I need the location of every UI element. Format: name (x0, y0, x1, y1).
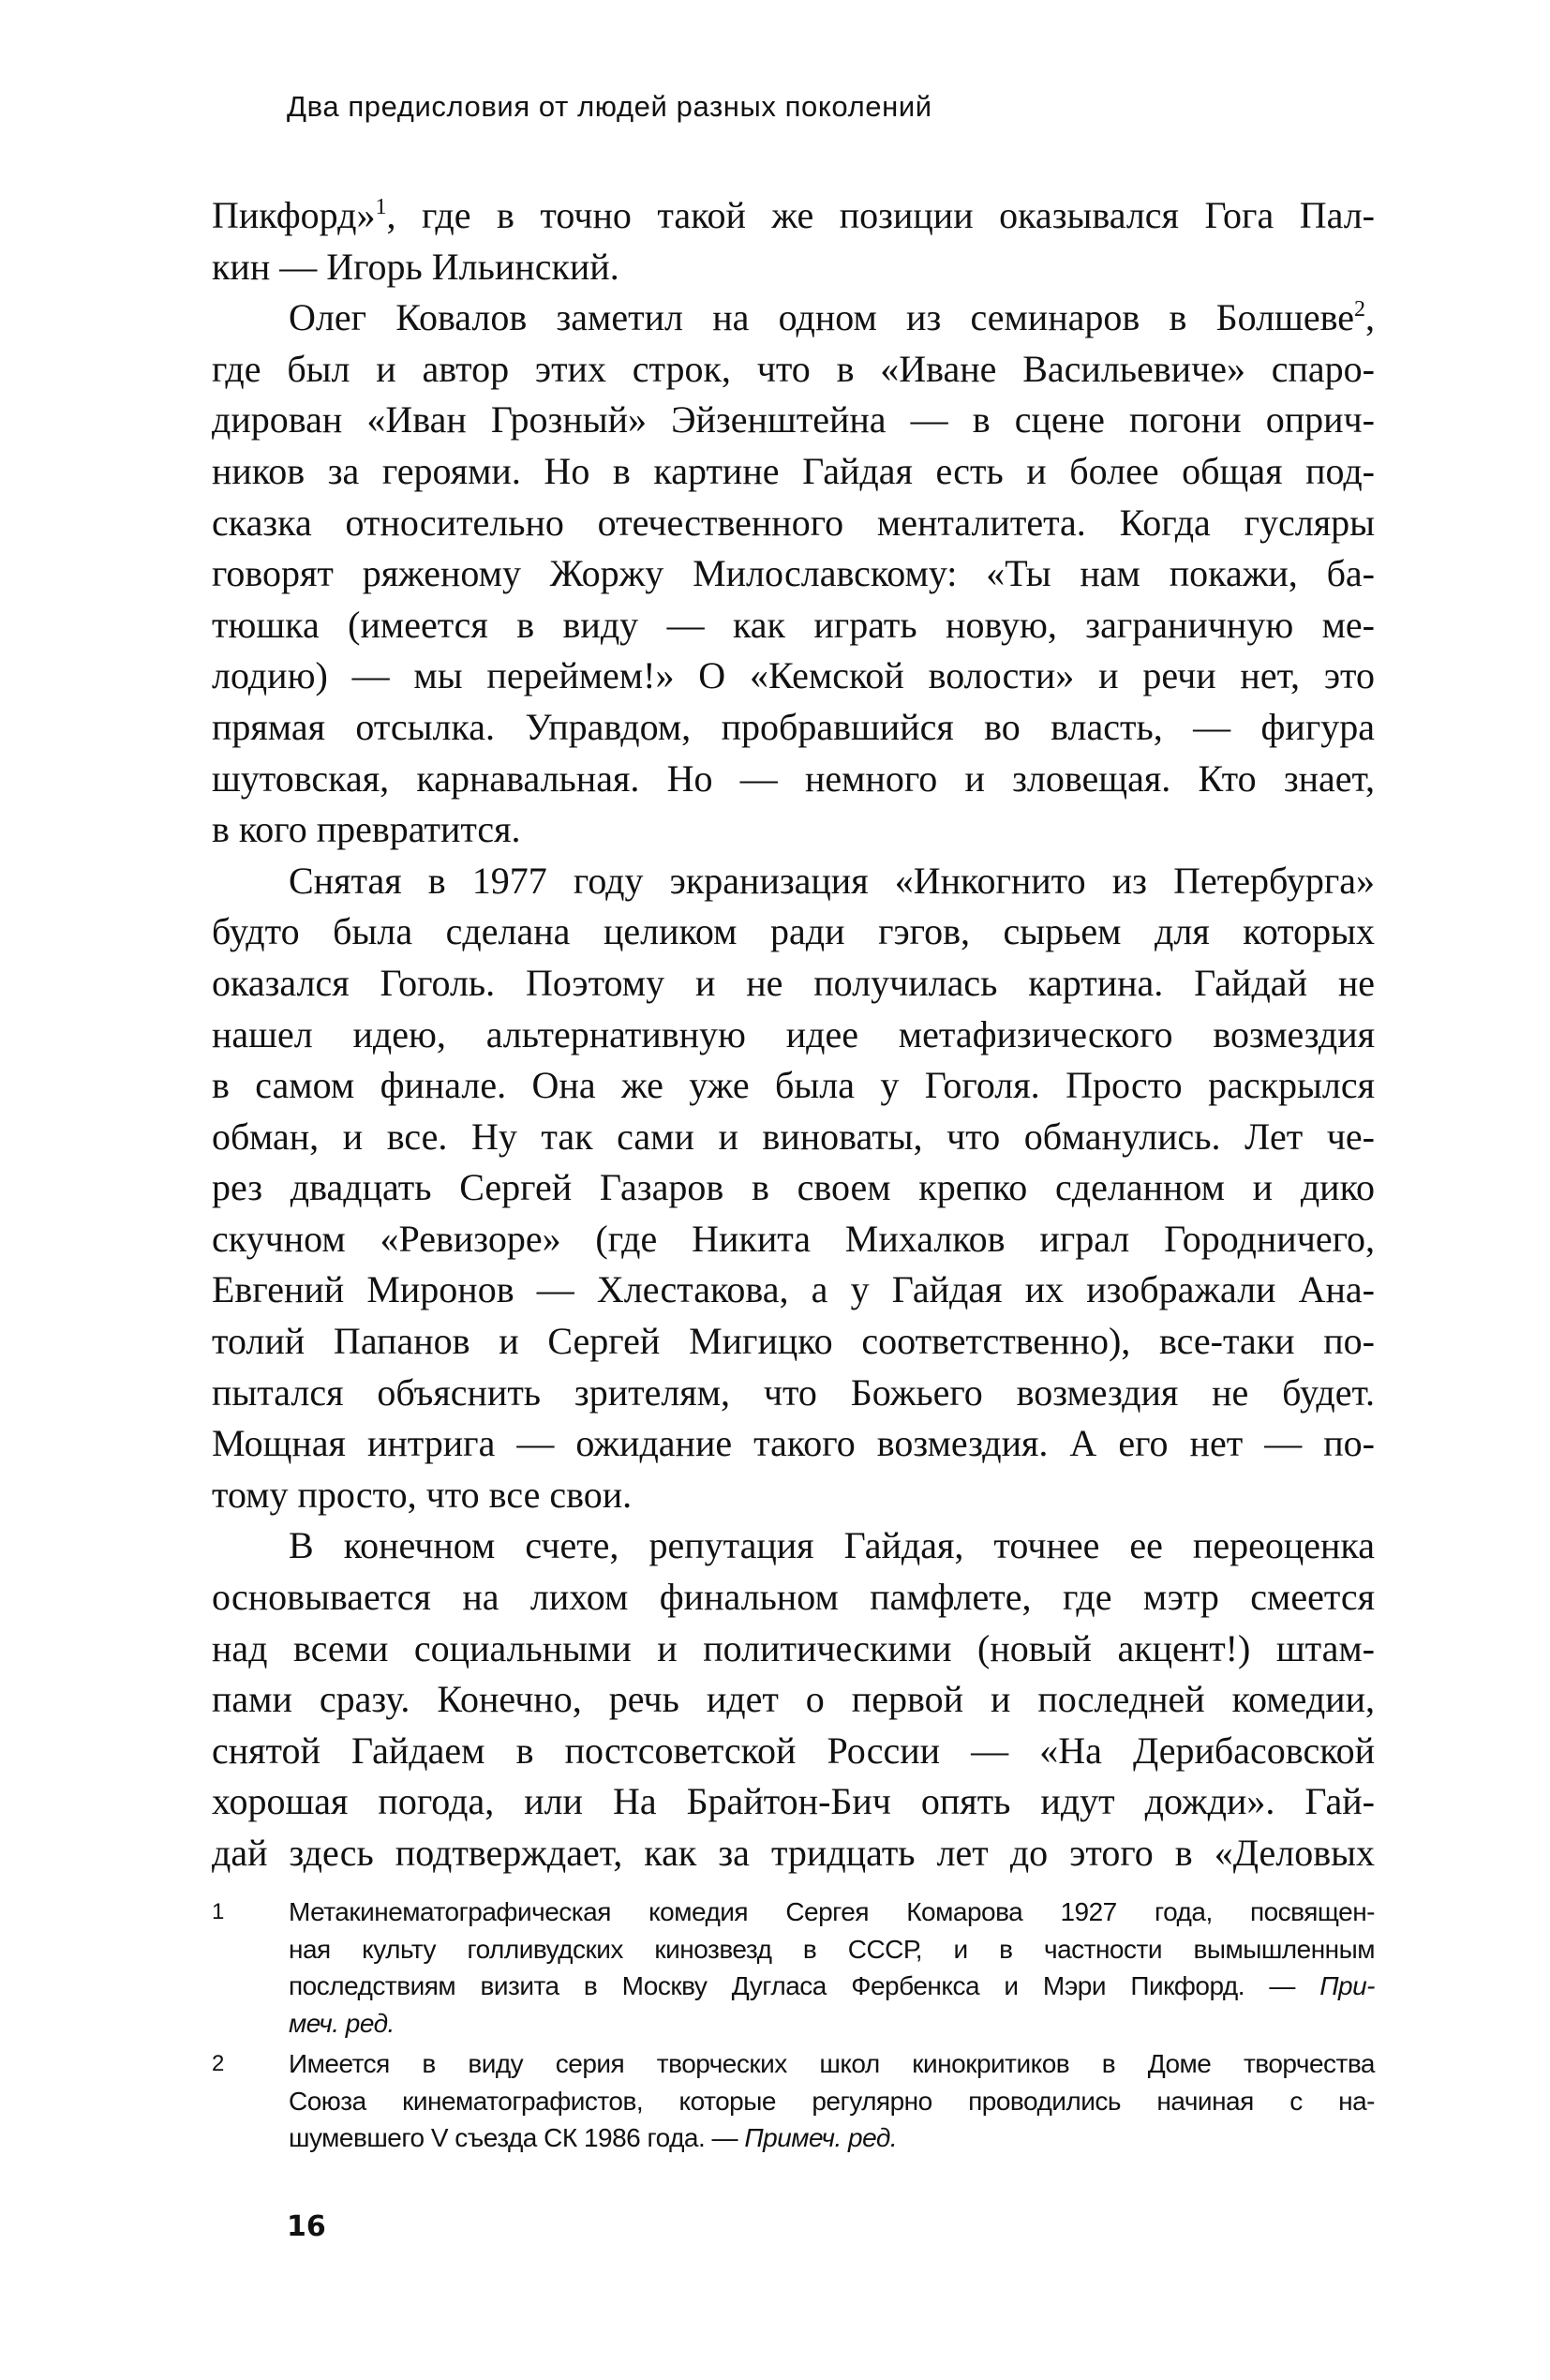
text-line: сказка относительно отечественного менталитета. Когда гусляры (212, 501, 1375, 544)
line-text: , где в точно такой же позиции оказывался Гога Пал- (386, 194, 1375, 236)
text-line: в кого превратится. (212, 808, 521, 851)
footnote-ref-2[interactable]: 2 (1354, 297, 1365, 322)
text-line: скучном «Ревизоре» (где Никита Михалков играл Городничего, (212, 1217, 1375, 1260)
footnote-line (289, 1968, 1375, 2005)
footnote-line: Имеется в виду серия творческих школ кинокритиков в Доме творчества (289, 2049, 1375, 2078)
footnote-1 (212, 1894, 1375, 2042)
text-line: Евгений Миронов — Хлестакова, а у Гайдая их изображали Ана- (212, 1268, 1375, 1311)
footnote-number: 1 (212, 1899, 225, 1924)
text-line: основывается на лихом финальном памфлете, где мэтр смеется (212, 1576, 1375, 1619)
footnote-number: 2 (212, 2051, 225, 2076)
text-line: пами сразу. Конечно, речь идет о первой и последней комедии, (212, 1678, 1375, 1721)
paragraph-start: В конечном счете, репутация Гайдая, точнее ее переоценка (289, 1524, 1375, 1567)
text-line: говорят ряженому Жоржу Милославскому: «Ты нам покажи, ба- (212, 552, 1375, 595)
text-line: снятой Гайдаем в постсоветской России — «На Дерибасовской (212, 1729, 1375, 1772)
text-line: хорошая погода, или На Брайтон-Бич опять идут дожди». Гай- (212, 1780, 1375, 1823)
footnote-line: Метакинематографическая комедия Сергея Комарова 1927 года, посвящен- (289, 1897, 1375, 1926)
editor-note: При- (1319, 1971, 1375, 2000)
editor-note: меч. ред. (289, 2008, 395, 2038)
text-line: толий Папанов и Сергей Мигицко соответственно), все-таки по- (212, 1320, 1375, 1363)
text-line: ников за героями. Но в картине Гайдая есть и более общая под- (212, 449, 1375, 492)
line-text: Пикфорд» (212, 194, 376, 236)
text-line: где был и автор этих строк, что в «Иване Васильевиче» спаро- (212, 347, 1375, 390)
footnote-text (289, 1894, 1375, 2042)
text-line: обман, и все. Ну так сами и виноваты, что обманулись. Лет че- (212, 1115, 1375, 1158)
text-line: будто была сделана целиком ради гэгов, сырьем для которых (212, 910, 1375, 953)
text-line: нашел идею, альтернативную идее метафизического возмездия (212, 1012, 1375, 1055)
page-number: 16 (287, 2210, 326, 2243)
text-line: в самом финале. Она же уже была у Гоголя. Просто раскрылся (212, 1064, 1375, 1107)
text-line: лодию) — мы переймем!» О «Кемской волости» и речи нет, это (212, 654, 1375, 697)
line-text: шумевшего V съезда СК 1986 года. — (289, 2123, 745, 2152)
text-line: Мощная интрига — ожидание такого возмездия. А его нет — по- (212, 1422, 1375, 1465)
text-line: тому просто, что все свои. (212, 1473, 633, 1516)
footnote-line (289, 2119, 1375, 2157)
text-line: дирован «Иван Грозный» Эйзенштейна — в сцене погони оприч- (212, 398, 1375, 442)
paragraph-start: Снятая в 1977 году экранизация «Инкогнито из Петербурга» (289, 859, 1375, 902)
text-line: пытался объяснить зрителям, что Божьего возмездия не будет. (212, 1370, 1375, 1414)
editor-note: Примеч. ред. (744, 2123, 898, 2152)
line-text: Олег Ковалов заметил на одном из семинаров в Болшеве (289, 296, 1354, 339)
running-head: Два предисловия от людей разных поколений (287, 90, 932, 123)
footnote-line: ная культу голливудских кинозвезд в СССР, и в частности вымышленным (289, 1934, 1375, 1964)
footnote-2 (212, 2045, 1375, 2157)
text-line: кин — Игорь Ильинский. (212, 245, 619, 288)
footnote-line (289, 2005, 1375, 2043)
paragraph-start (212, 292, 1375, 344)
text-line (212, 190, 1375, 242)
footnote-line: Союза кинематографистов, которые регулярно проводились начиная с на- (289, 2086, 1375, 2116)
footnote-text (289, 2045, 1375, 2157)
text-line: прямая отсылка. Управдом, пробравшийся во власть, — фигура (212, 705, 1375, 748)
text-line: рез двадцать Сергей Газаров в своем крепко сделанном и дико (212, 1166, 1375, 1209)
text-line: над всеми социальными и политическими (новый акцент!) штам- (212, 1626, 1375, 1669)
text-line: оказался Гоголь. Поэтому и не получилась картина. Гайдай не (212, 961, 1375, 1004)
footnotes (212, 1894, 1375, 2161)
text-line: дай здесь подтверждает, как за тридцать лет до этого в «Деловых (212, 1832, 1375, 1874)
line-text: , (1365, 296, 1375, 339)
text-line: шутовская, карнавальная. Но — немного и зловещая. Кто знает, (212, 756, 1375, 800)
text-line: тюшка (имеется в виду — как играть новую, заграничную ме- (212, 603, 1375, 646)
footnote-ref-1[interactable]: 1 (375, 195, 387, 219)
line-text: последствиям визита в Москву Дугласа Фербенкса и Мэри Пикфорд. — (289, 1971, 1320, 2000)
body-text (212, 190, 1375, 1879)
